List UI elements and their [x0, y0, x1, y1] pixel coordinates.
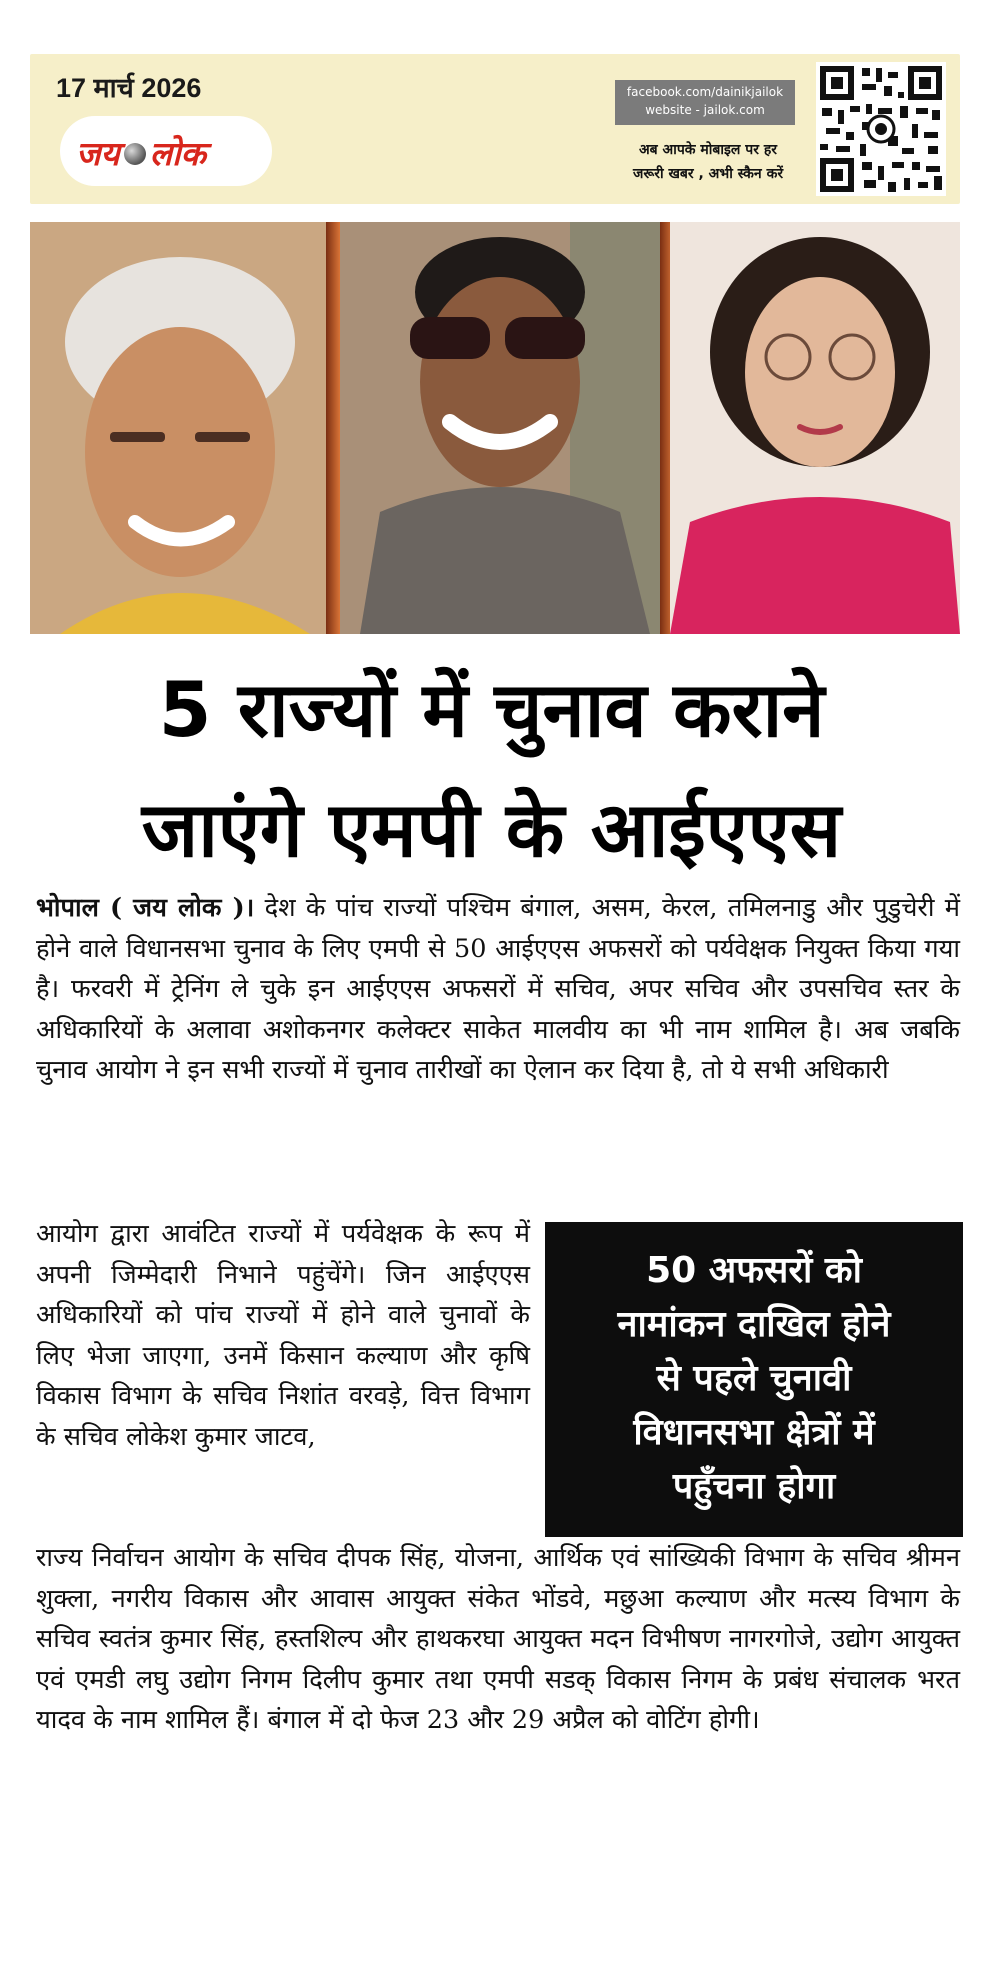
- logo: [76, 130, 206, 175]
- pull-quote-line: विधानसभा क्षेत्रों में: [633, 1412, 875, 1453]
- website-link[interactable]: website - jailok.com: [645, 103, 765, 117]
- article-paragraph-end: राज्य निर्वाचन आयोग के सचिव दीपक सिंह, योजना, आर्थिक एवं सांख्यिकी विभाग के सचिव श्रीमन शुक्ला, नगरीय विकास और आवास आयुक्त संकेत भोंडवे, मछुआ कल्याण और मत्स्य विभाग के सचिव स्वतंत्र कुमार सिंह, हस्तशिल्प और हाथकरघा आयुक्त मदन विभीषण नागरगोजे, उद्योग आयुक्त एवं एमडी लघु उद्योग निगम दिलीप कुमार तथा एमपी सडक् विकास निगम के प्रबंध संचालक भरत यादव के नाम शामिल हैं। बंगाल में दो फेज 23 और 29 अप्रैल को वोटिंग होगी।: [36, 1543, 960, 1735]
- photo-strip: [30, 222, 960, 634]
- logo-text: जय लोक: [76, 134, 206, 173]
- masthead: [30, 54, 960, 204]
- article-paragraph-middle: आयोग द्वारा आवंटित राज्यों में पर्यवेक्षक के रूप में अपनी जिम्मेदारी निभाने पहुंचेंगे। जिन आईएएस अधिकारियों को पांच राज्यों में होने वाले चुनावों के लिए भेजा जाएगा, उनमें किसान कल्याण और कृषि विकास विभाग के सचिव निशांत वरवड़े, वित्त विभाग के सचिव लोकेश कुमार जाटव,: [36, 1219, 530, 1452]
- logo-badge: [60, 116, 272, 186]
- headline: [20, 650, 963, 890]
- headline-line-2: जाएंगे एमपी के आईएएस: [141, 785, 842, 874]
- scan-line-2: जरूरी खबर , अभी स्कैन करें: [632, 166, 784, 182]
- headline-line-1: 5 राज्यों में चुनाव कराने: [158, 665, 825, 754]
- pull-quote-line: से पहले चुनावी: [656, 1358, 852, 1399]
- dateline: भोपाल ( जय लोक )।: [36, 893, 255, 923]
- officer-photo-2: [340, 222, 670, 634]
- scan-prompt: [608, 138, 808, 186]
- pull-quote-box: [545, 1222, 963, 1537]
- intro-text: देश के पांच राज्यों पश्चिम बंगाल, असम, केरल, तमिलनाडु और पुडुचेरी में होने वाले विधानसभा चुनाव के लिए एमपी से 50 आईएएस अफसरों को पर्यवेक्षक नियुक्त किया गया है। फरवरी में ट्रेनिंग ले चुके इन आईएएस अफसरों में सचिव, अपर सचिव और उपसचिव स्तर के अधिकारियों के अलावा अशोकनगर कलेक्टर साकेत मालवीय का भी नाम शामिल है। अब जबकि चुनाव आयोग ने इन सभी राज्यों में चुनाव तारीखों का ऐलान कर दिया है, तो ये सभी अधिकारी: [36, 893, 961, 1085]
- man-portrait-image: [30, 222, 340, 634]
- facebook-link[interactable]: facebook.com/dainikjailok: [626, 85, 784, 99]
- scan-line-1: अब आपके मोबाइल पर हर: [638, 142, 778, 158]
- man-sunglasses-portrait-image: [340, 222, 670, 634]
- woman-portrait-image: [670, 222, 960, 634]
- article-paragraph-intro: [36, 888, 960, 1091]
- pull-quote-line: 50 अफसरों को: [646, 1250, 862, 1291]
- pull-quote-line: पहुँचना होगा: [672, 1466, 836, 1507]
- pull-quote-line: नामांकन दाखिल होने: [617, 1304, 891, 1345]
- qr-code-icon[interactable]: [816, 62, 946, 196]
- globe-icon: [124, 143, 146, 165]
- issue-date: 17 मार्च 2026: [56, 73, 202, 103]
- officer-photo-3: [670, 222, 960, 634]
- officer-photo-1: [30, 222, 340, 634]
- social-box[interactable]: [615, 80, 795, 125]
